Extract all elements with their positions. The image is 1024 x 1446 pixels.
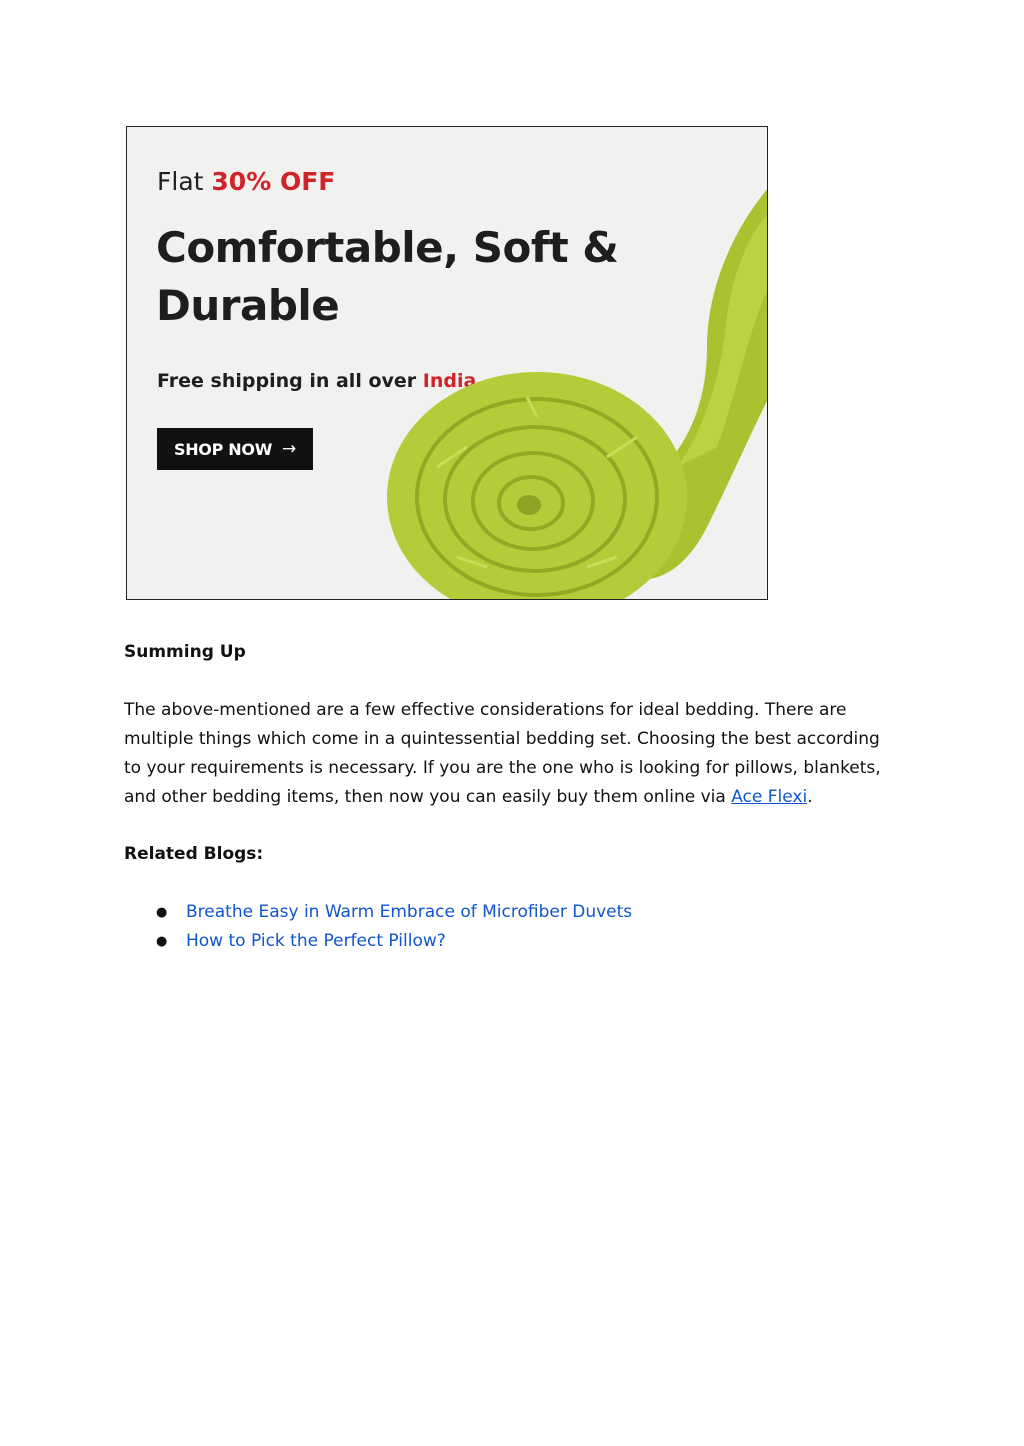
shop-now-label: SHOP NOW (173, 439, 273, 459)
blanket-roll-core (517, 495, 541, 515)
bullet-icon: ● (156, 905, 168, 920)
banner-headline-line-1: Comfortable, Soft & (156, 223, 619, 272)
banner-offer-line (157, 167, 335, 196)
rolled-blanket-image (377, 167, 768, 600)
summing-up-text: The above-mentioned are a few effective considerations for ideal bedding. There are multiple things which come in a quintessential bedding set. Choosing the best according to your requirements is necessary. If you are the one who is looking for pillows, blankets, and other bedding items, then now you can easily buy them online via (124, 700, 881, 807)
related-blog-link-pillow[interactable]: How to Pick the Perfect Pillow? (186, 931, 446, 951)
arrow-right-icon: → (282, 439, 296, 459)
bullet-icon: ● (156, 934, 168, 949)
banner-shipping-place: India (422, 370, 477, 392)
related-blogs-list (124, 898, 632, 956)
banner-discount: 30% OFF (211, 167, 336, 196)
related-blogs-heading: Related Blogs: (124, 844, 264, 864)
summing-up-period: . (807, 787, 813, 807)
promo-banner[interactable] (126, 126, 768, 600)
summing-up-paragraph (124, 696, 894, 812)
blanket-roll (387, 372, 687, 600)
related-blog-link-duvets[interactable]: Breathe Easy in Warm Embrace of Microfiber Duvets (186, 902, 633, 922)
shop-now-button[interactable] (157, 428, 313, 470)
summing-up-heading: Summing Up (124, 642, 246, 662)
banner-shipping-prefix: Free shipping in all over (157, 370, 423, 392)
list-item (124, 927, 632, 956)
list-item (124, 898, 632, 927)
ace-flexi-link[interactable]: Ace Flexi (731, 787, 808, 807)
banner-headline-line-2: Durable (156, 281, 340, 330)
banner-flat-prefix: Flat (157, 167, 212, 196)
